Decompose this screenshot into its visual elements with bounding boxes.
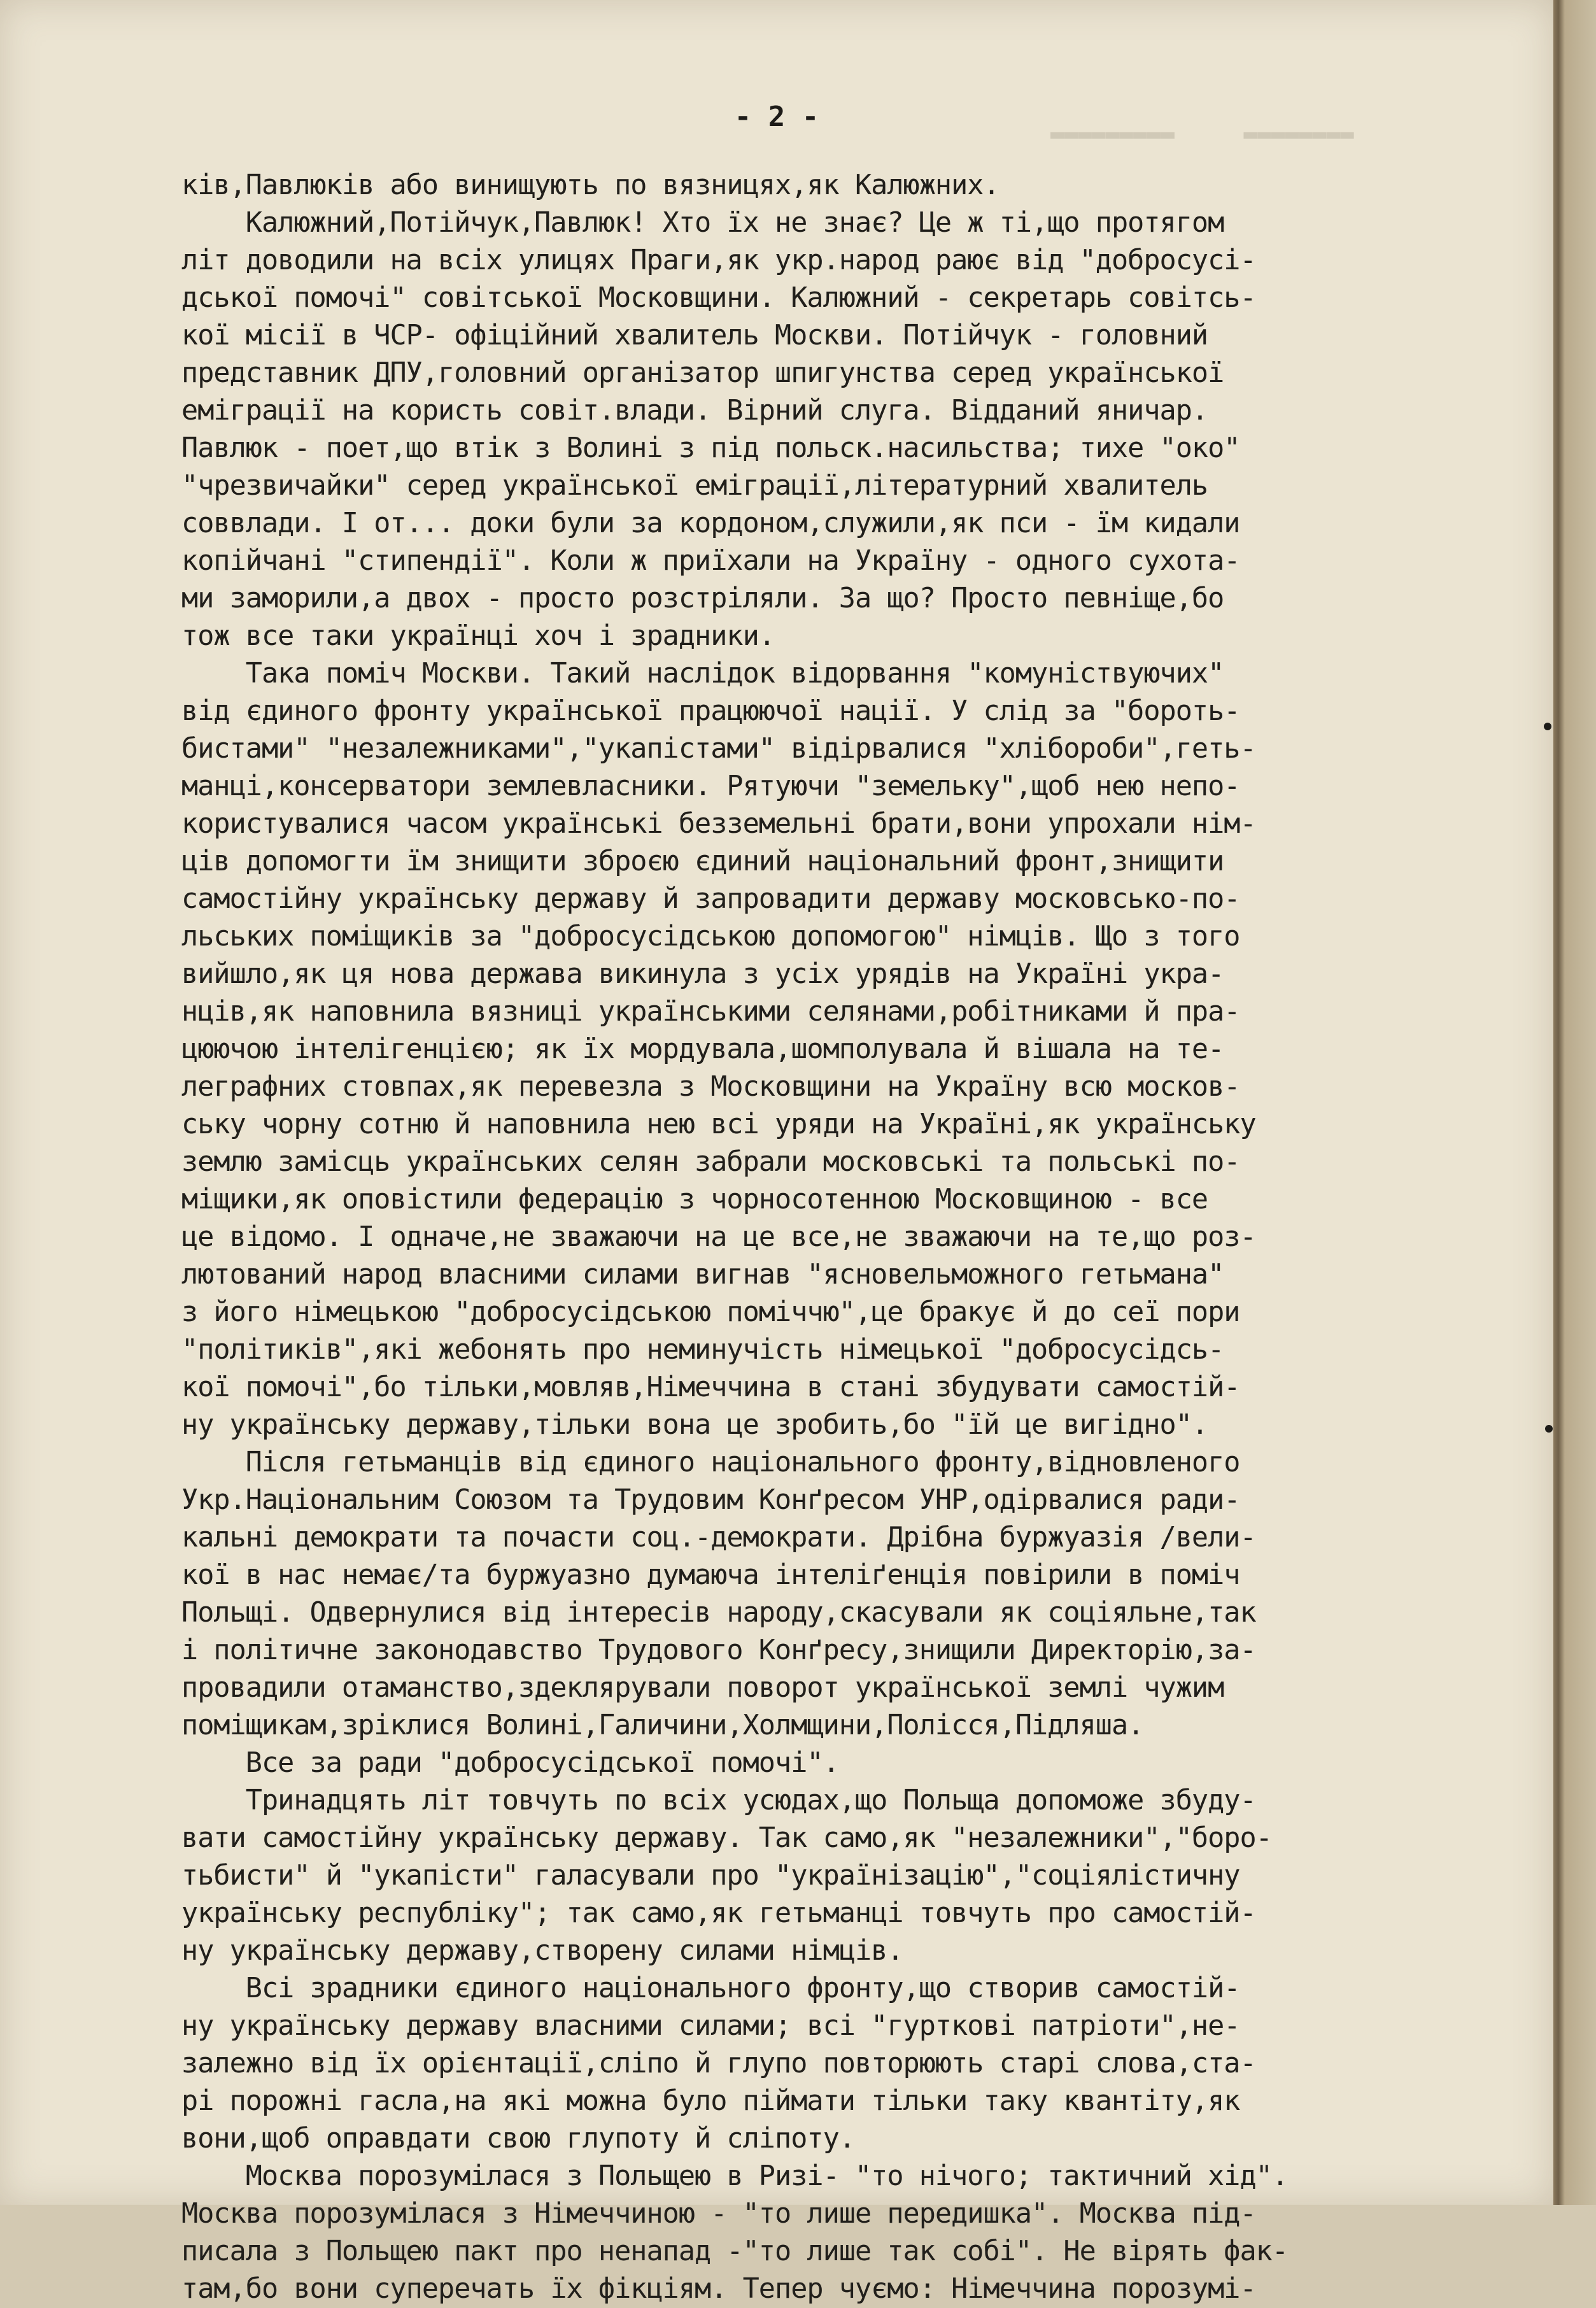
text-line: від єдиного фронту української працюючої нації. У слід за "бороть-	[181, 695, 1240, 727]
bleed-through-shadow: ▬▬▬▬▬▬▬▬▬ ▬▬▬▬▬▬▬▬	[1050, 121, 1354, 147]
text-line: бистами" "незалежниками","укапістами" відірвалися "хлібороби",геть-	[181, 733, 1256, 765]
text-line: літ доводили на всіх улицях Праги,як укр.народ раює від "добросусі-	[181, 244, 1256, 276]
text-line: поміщикам,зріклися Волині,Галичини,Холмщини,Полісся,Підляша.	[181, 1710, 1144, 1741]
text-line: представник ДПУ,головний організатор шпигунства серед української	[181, 357, 1224, 389]
text-line: цюючою інтелігенцією; як їх мордувала,шомполувала й вішала на те-	[181, 1033, 1224, 1065]
text-line: соввлади. І от... доки були за кордоном,служили,як пси - їм кидали	[181, 507, 1240, 539]
text-line: там,бо вони суперечать їх фікціям. Тепер чуємо: Німеччина порозумі-	[181, 2273, 1256, 2305]
text-line: Польщі. Одвернулися від інтересів народу,скасували як соціяльне,так	[181, 1597, 1256, 1629]
text-line: залежно від їх орієнтації,сліпо й глупо повторюють старі слова,ста-	[181, 2048, 1256, 2079]
text-line: з його німецькою "добросусідською поміччю",це бракує й до сеї пори	[181, 1296, 1240, 1328]
text-line: ків,Павлюків або винищують по вязницях,як Калюжних.	[181, 169, 999, 201]
text-line: вони,щоб оправдати свою глупоту й сліпоту.	[181, 2123, 855, 2155]
text-line: Павлюк - поет,що втік з Волині з під польск.насильства; тихе "око"	[181, 432, 1240, 464]
text-line: льських поміщиків за "добросусідською допомогою" німців. Що з того	[181, 921, 1240, 952]
text-line: еміграції на користь совіт.влади. Вірний слуга. Відданий яничар.	[181, 395, 1208, 427]
ink-speck	[1544, 723, 1551, 730]
text-line: Все за ради "добросусідської помочі".	[181, 1747, 839, 1779]
ink-speck	[1545, 1425, 1553, 1433]
text-line: леграфних стовпах,як перевезла з Московщини на Україну всю москов-	[181, 1071, 1240, 1103]
text-line: манці,консерватори землевласники. Рятуючи "земельку",щоб нею непо-	[181, 770, 1240, 802]
text-line: українську республіку"; так само,як гетьманці товчуть про самостій-	[181, 1897, 1256, 1929]
text-line: Така поміч Москви. Такий наслідок відорвання "комуніствуючих"	[181, 658, 1224, 690]
text-line: Москва порозумілася з Німеччиною - "то лише передишка". Москва під-	[181, 2198, 1256, 2230]
text-line: ми заморили,а двох - просто розстріляли. За що? Просто певніще,бо	[181, 583, 1224, 614]
text-line: кої місії в ЧСР- офіційний хвалитель Москви. Потійчук - головний	[181, 320, 1208, 351]
text-line: писала з Польщею пакт про ненапад -"то лише так собі". Не вірять фак-	[181, 2235, 1289, 2267]
text-line: користувалися часом українські безземельні брати,вони упрохали нім-	[181, 808, 1256, 840]
text-line: ців допомогти їм знищити зброєю єдиний національний фронт,знищити	[181, 846, 1224, 877]
text-line: дської помочі" совітської Московщини. Калюжний - секретарь совітсь-	[181, 282, 1256, 314]
text-line: лютований народ власними силами вигнав "ясновельможного гетьмана"	[181, 1259, 1224, 1291]
text-line: Тринадцять літ товчуть по всіх усюдах,що Польща допоможе збуду-	[181, 1785, 1256, 1816]
text-line: Калюжний,Потійчук,Павлюк! Хто їх не знає? Це ж ті,що протягом	[181, 207, 1224, 239]
text-line: самостійну українську державу й запровадити державу московсько-по-	[181, 883, 1240, 915]
text-line: "чрезвичайки" серед української еміграції,літературний хвалитель	[181, 470, 1208, 502]
text-line: рі порожні гасла,на які можна було піймати тільки таку квантіту,як	[181, 2085, 1240, 2117]
text-line: ну українську державу власними силами; всі "гурткові патріоти",не-	[181, 2010, 1240, 2042]
text-line: це відомо. І одначе,не зважаючи на це все,не зважаючи на те,що роз-	[181, 1221, 1256, 1253]
text-line: Москва порозумілася з Польщею в Ризі- "то нічого; тактичний хід".	[181, 2160, 1289, 2192]
text-line: і політичне законодавство Трудового Конґресу,знищили Директорію,за-	[181, 1634, 1256, 1666]
text-line: Після гетьманців від єдиного національного фронту,відновленого	[181, 1447, 1240, 1478]
text-line: міщики,як оповістили федерацію з чорносотенною Московщиною - все	[181, 1184, 1208, 1215]
text-line: вийшло,як ця нова держава викинула з усіх урядів на Україні укра-	[181, 958, 1224, 990]
page-number: - 2 -	[734, 101, 819, 133]
text-line: тож все таки українці хоч і зрадники.	[181, 620, 775, 652]
text-line: землю замісць українських селян забрали московські та польські по-	[181, 1146, 1240, 1178]
text-line: копійчані "стипендії". Коли ж приїхали на Україну - одного сухота-	[181, 545, 1240, 577]
text-line: тьбисти" й "укапісти" галасували про "українізацію","соціялістичну	[181, 1860, 1240, 1892]
page-edge-binding	[1553, 0, 1596, 2205]
text-line: нців,як наповнила вязниці українськими селянами,робітниками й пра-	[181, 996, 1240, 1028]
text-line: Укр.Національним Союзом та Трудовим Конґресом УНР,одірвалися ради-	[181, 1484, 1240, 1516]
text-line: кої помочі",бо тільки,мовляв,Німеччина в стані збудувати самостій-	[181, 1371, 1240, 1403]
text-line: Всі зрадники єдиного національного фронту,що створив самостій-	[181, 1972, 1240, 2004]
text-line: ну українську державу,тільки вона це зробить,бо "їй це вигідно".	[181, 1409, 1208, 1441]
text-line: "політиків",які жебонять про неминучість німецької "добросусідсь-	[181, 1334, 1224, 1366]
typewritten-text	[181, 167, 1474, 2308]
text-line: провадили отаманство,здеклярували поворот української землі чужим	[181, 1672, 1224, 1704]
text-line: ську чорну сотню й наповнила нею всі уряди на Україні,як українську	[181, 1108, 1256, 1140]
text-line: ну українську державу,створену силами німців.	[181, 1935, 903, 1967]
text-line: кої в нас немає/та буржуазно думаюча інтеліґенція повірили в поміч	[181, 1559, 1240, 1591]
text-line: вати самостійну українську державу. Так само,як "незалежники","боро-	[181, 1822, 1272, 1854]
text-line: кальні демократи та почасти соц.-демократи. Дрібна буржуазія /вели-	[181, 1522, 1256, 1554]
